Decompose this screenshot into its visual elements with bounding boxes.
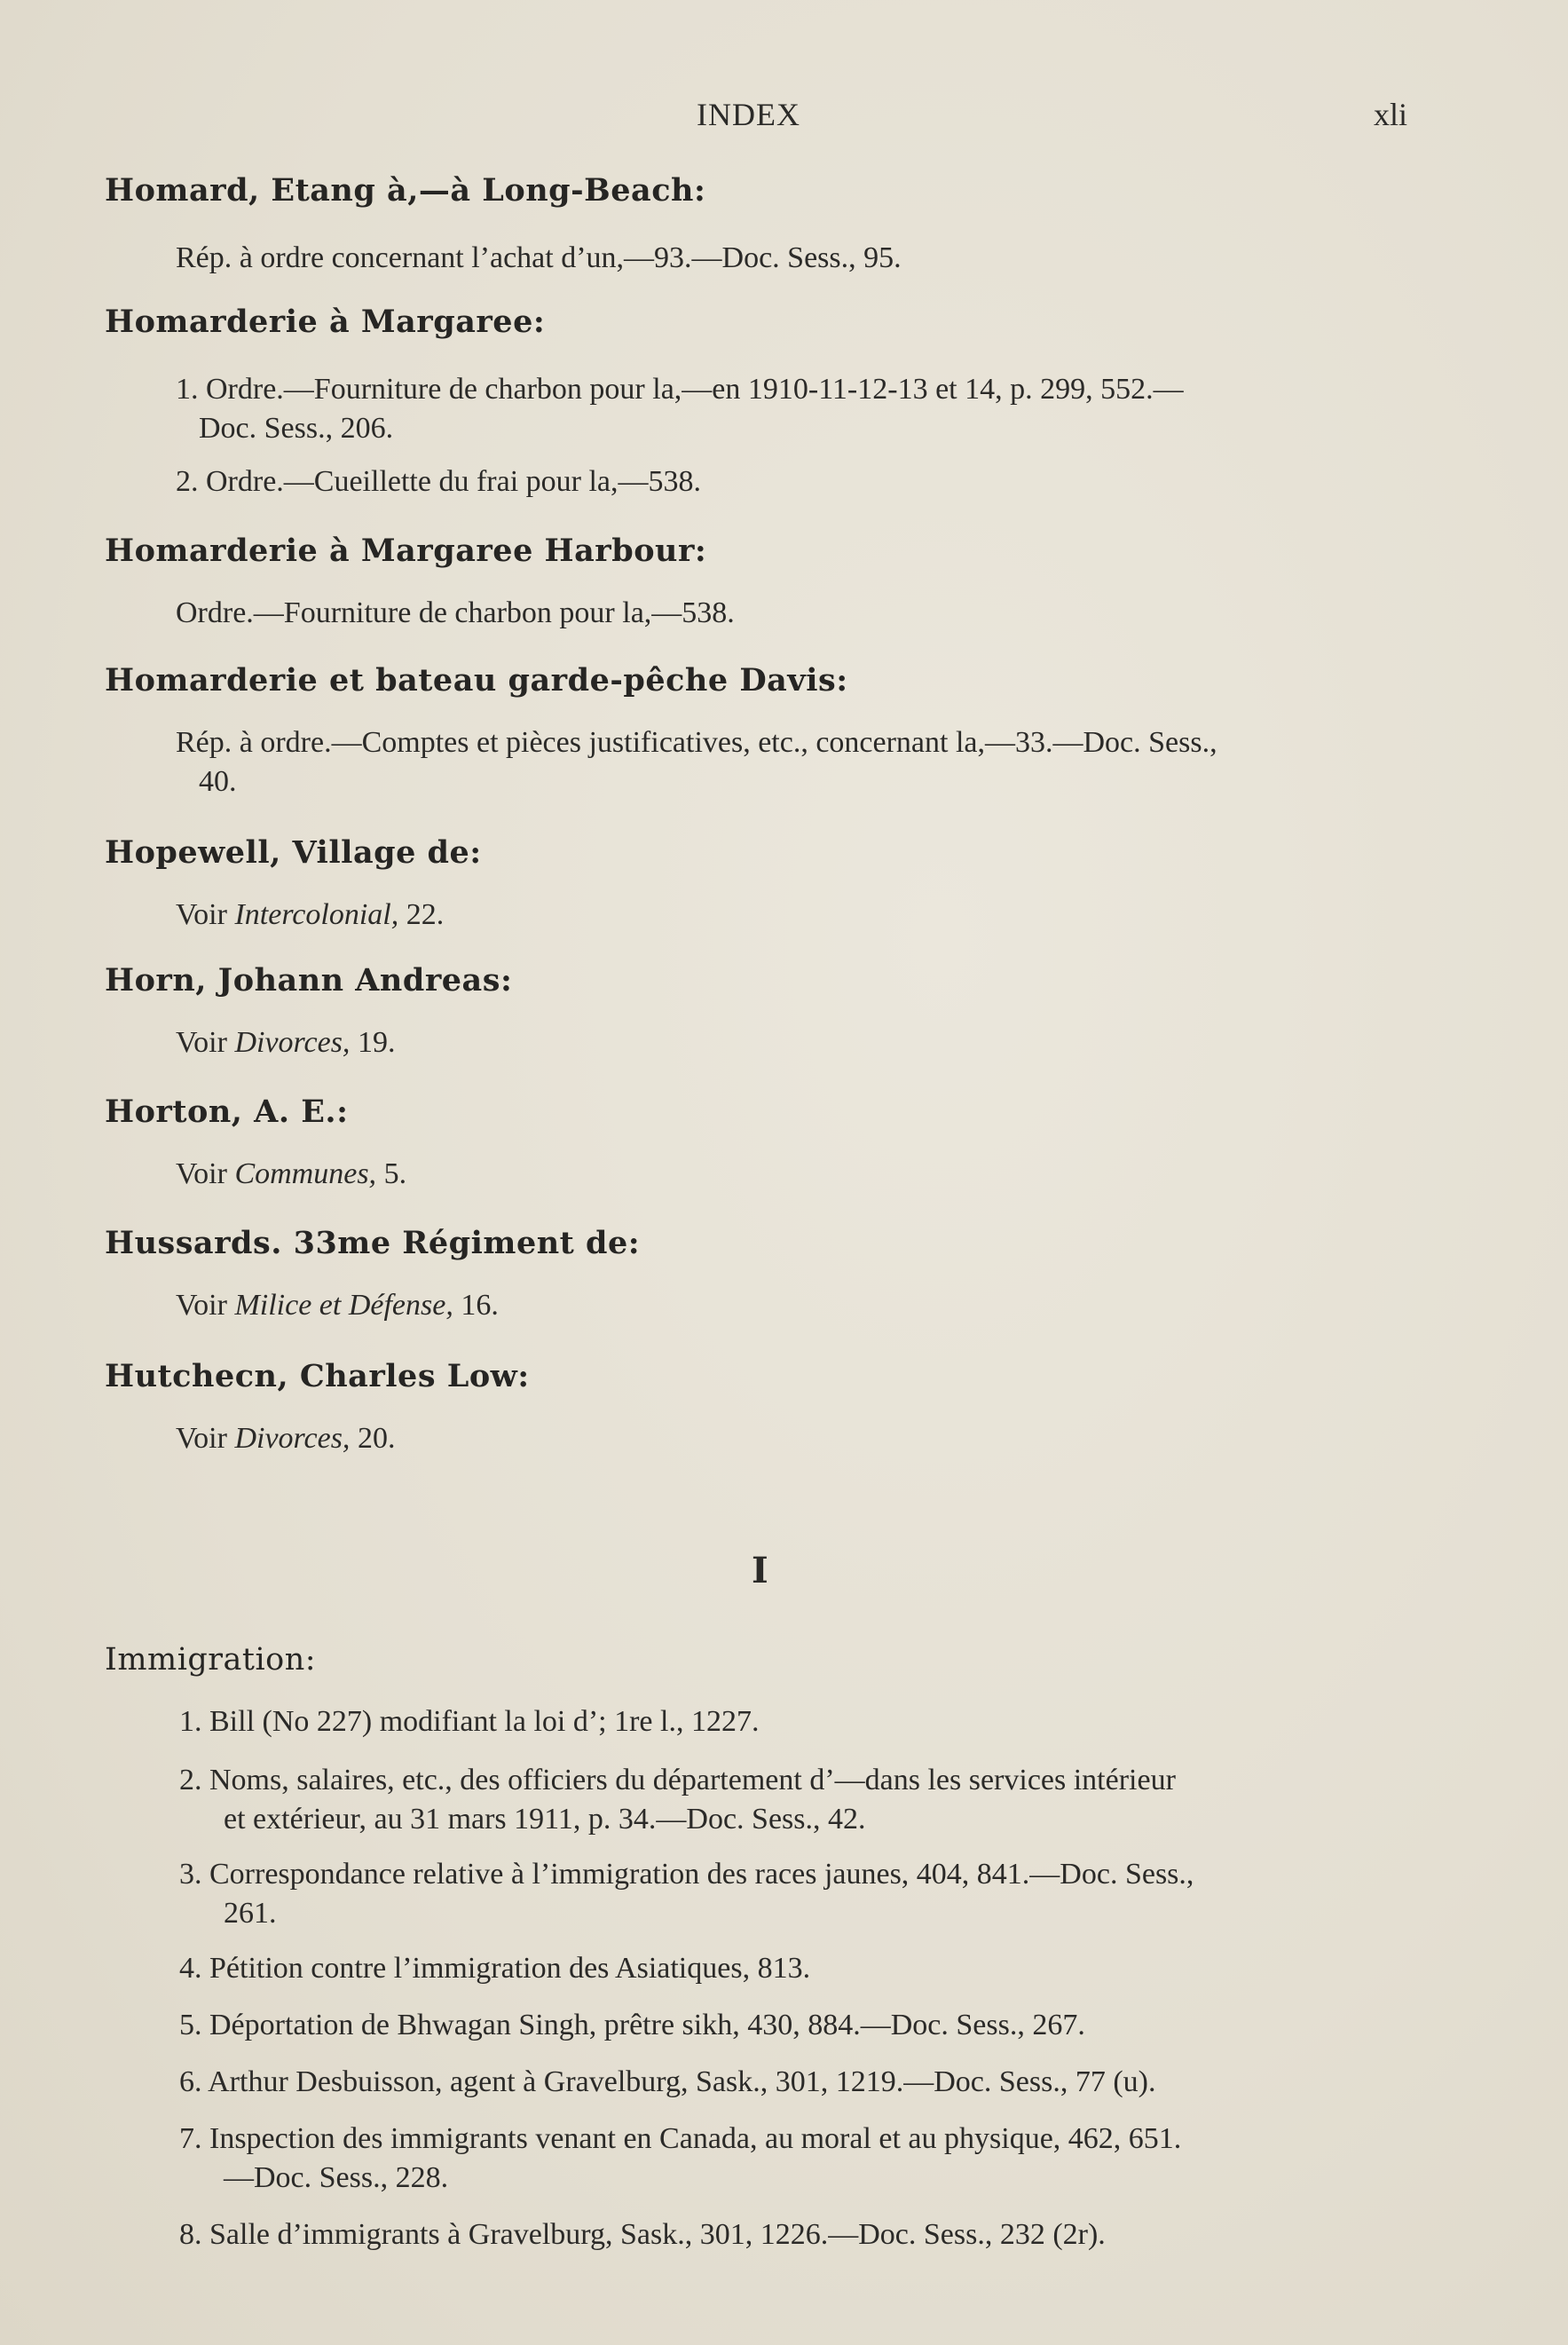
index-entry	[105, 662, 1454, 801]
index-entry	[105, 304, 1454, 501]
page-number: xli	[1374, 97, 1408, 132]
index-entry	[105, 1094, 1454, 1194]
entry-heading: Homarderie et bateau garde-pêche Davis:	[105, 662, 848, 699]
index-entry	[105, 962, 1454, 1062]
page-header	[0, 96, 1568, 140]
list-item: 3. Correspondance relative à l’immigration des races jaunes, 404, 841.—Doc. Sess., 261.	[179, 1858, 1194, 1930]
entry-heading: Horn, Johann Andreas:	[105, 962, 513, 999]
entry-line: Voir Divorces, 19.	[176, 1026, 396, 1059]
list-item: 5. Déportation de Bhwagan Singh, prêtre sikh, 430, 884.—Doc. Sess., 267.	[179, 2009, 1085, 2041]
index-entry	[105, 1225, 1454, 1325]
list-item: 8. Salle d’immigrants à Gravelburg, Sask., 301, 1226.—Doc. Sess., 232 (2r).	[179, 2218, 1106, 2251]
section-letter: I	[752, 1550, 768, 1591]
entry-heading: Horton, A. E.:	[105, 1094, 349, 1130]
entry-heading: Hutchecn, Charles Low:	[105, 1358, 530, 1394]
list-item: 7. Inspection des immigrants venant en Canada, au moral et au physique, 462, 651. —Doc. Sess., 228.	[179, 2122, 1182, 2194]
index-entry	[105, 834, 1454, 935]
entry-line: Voir Milice et Défense, 16.	[176, 1289, 499, 1322]
entry-line: Rép. à ordre.—Comptes et pièces justificatives, etc., concernant la,—33.—Doc. Sess., 40.	[176, 726, 1217, 798]
entry-heading: Immigration:	[105, 1642, 317, 1678]
entry-heading: Homard, Etang à,—à Long-Beach:	[105, 172, 706, 209]
entry-heading: Homarderie à Margaree:	[105, 304, 546, 340]
entry-line: Rép. à ordre concernant l’achat d’un,—93.—Doc. Sess., 95.	[176, 241, 902, 274]
entry-line: 2. Ordre.—Cueillette du frai pour la,—538.	[176, 465, 702, 498]
entry-line: Voir Divorces, 20.	[176, 1422, 396, 1455]
list-item: 6. Arthur Desbuisson, agent à Gravelburg, Sask., 301, 1219.—Doc. Sess., 77 (u).	[179, 2065, 1156, 2098]
entry-line: Voir Communes, 5.	[176, 1157, 407, 1190]
entry-heading: Homarderie à Margaree Harbour:	[105, 533, 707, 569]
index-entry	[105, 1358, 1454, 1458]
list-item: 2. Noms, salaires, etc., des officiers du département d’—dans les services intérieur et extérieur, au 31 mars 1911, p. 34.—Doc. Sess., 42.	[179, 1764, 1176, 1836]
entry-line: 1. Ordre.—Fourniture de charbon pour la,—en 1910-11-12-13 et 14, p. 299, 552.— Doc. Sess., 206.	[176, 373, 1184, 445]
entry-heading: Hussards. 33me Régiment de:	[105, 1225, 641, 1261]
entry-line: Voir Intercolonial, 22.	[176, 898, 445, 931]
index-entry	[105, 533, 1454, 633]
running-title: INDEX	[697, 97, 800, 132]
entry-heading: Hopewell, Village de:	[105, 834, 482, 871]
list-item: 1. Bill (No 227) modifiant la loi d’; 1re l., 1227.	[179, 1705, 760, 1738]
list-item: 4. Pétition contre l’immigration des Asiatiques, 813.	[179, 1952, 811, 1985]
entry-line: Ordre.—Fourniture de charbon pour la,—538.	[176, 596, 735, 629]
index-entry	[105, 172, 1454, 278]
index-entry-immigration	[105, 1642, 1454, 2254]
